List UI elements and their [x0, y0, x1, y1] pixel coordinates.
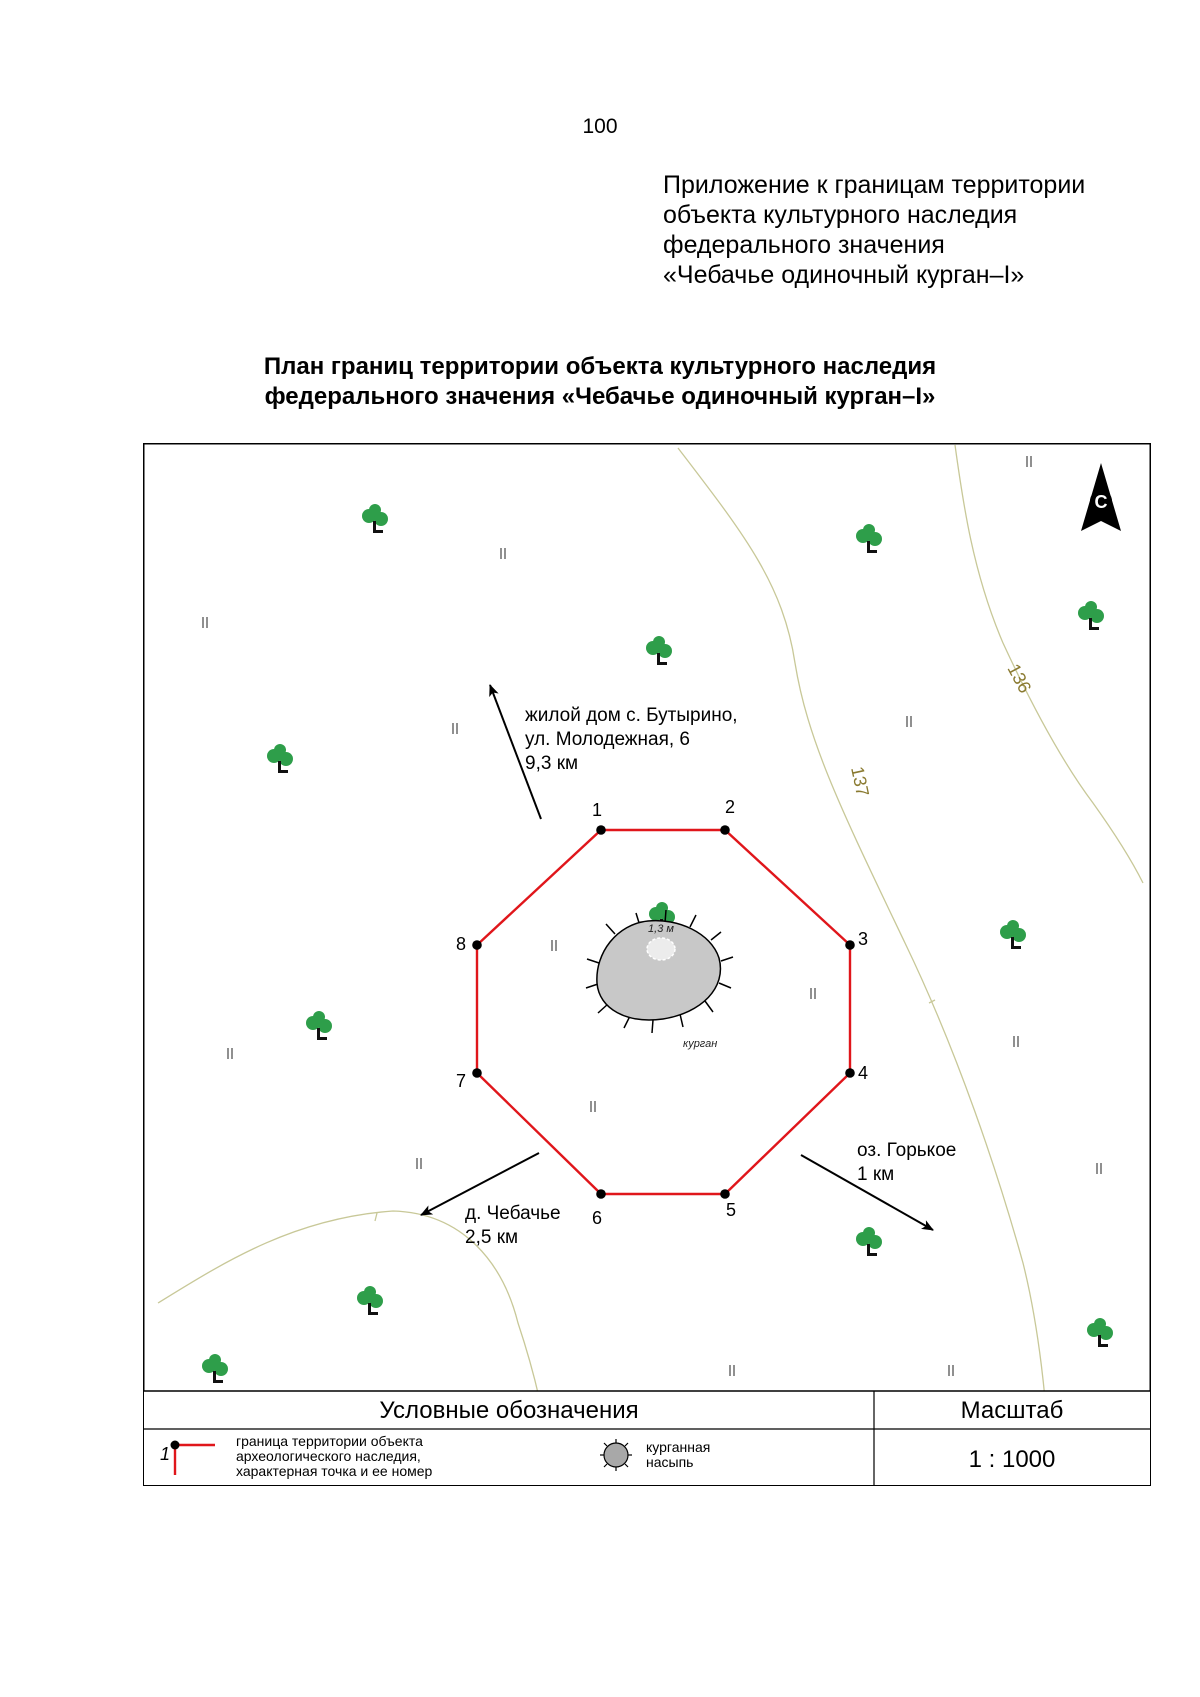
appendix-line: «Чебачье одиночный курган–I» — [663, 261, 1025, 289]
boundary-point — [472, 940, 482, 950]
scale-heading: Масштаб — [960, 1397, 1064, 1424]
legend-boundary-line3: характерная точка и ее номер — [236, 1463, 433, 1479]
legend-mound-symbol — [600, 1439, 632, 1471]
boundary-point-label: 8 — [456, 934, 467, 954]
contour-label-136: 136 — [1003, 660, 1036, 697]
boundary-point — [596, 1189, 606, 1199]
scale-value: 1 : 1000 — [968, 1446, 1056, 1473]
boundary-point-label: 3 — [858, 929, 869, 949]
legend-mound-line2: насыпь — [646, 1454, 694, 1470]
north-arrow-label: С — [1094, 492, 1108, 512]
boundary-plan-map — [143, 443, 1151, 1486]
legend-boundary-line2: археологического наследия, — [236, 1448, 421, 1464]
boundary-point-label: 5 — [726, 1200, 737, 1220]
boundary-point — [845, 1068, 855, 1078]
mound-name-label: курган — [683, 1038, 718, 1050]
boundary-point-label: 2 — [725, 797, 736, 817]
plan-title-line: федерального значения «Чебачье одиночный курган–I» — [264, 383, 936, 410]
boundary-point — [596, 825, 606, 835]
appendix-line: объекта культурного наследия — [663, 201, 1018, 229]
direction-village-line1: д. Чебачье — [465, 1203, 561, 1224]
legend-table — [143, 1391, 1151, 1486]
appendix-line: федерального значения — [663, 231, 945, 259]
page-number: 100 — [582, 115, 618, 138]
direction-lake-line2: 1 км — [857, 1164, 895, 1185]
boundary-point — [720, 825, 730, 835]
direction-lake-line1: оз. Горькое — [857, 1140, 957, 1161]
contour-label-137: 137 — [847, 764, 873, 799]
direction-house-line1: жилой дом с. Бутырино, — [525, 705, 738, 726]
direction-village-line2: 2,5 км — [465, 1227, 519, 1248]
boundary-point — [720, 1189, 730, 1199]
boundary-point — [472, 1068, 482, 1078]
legend-mound-line1: курганная — [646, 1439, 711, 1455]
boundary-point-label: 4 — [858, 1063, 869, 1083]
legend-boundary-point-number: 1 — [160, 1444, 171, 1464]
direction-house-line3: 9,3 км — [525, 753, 579, 774]
legend-heading: Условные обозначения — [379, 1397, 639, 1424]
boundary-point-label: 1 — [592, 800, 603, 820]
boundary-point-label: 6 — [592, 1208, 603, 1228]
legend-boundary-line1: граница территории объекта — [236, 1433, 423, 1449]
plan-title-line: План границ территории объекта культурного наследия — [263, 353, 937, 380]
mound-summit — [647, 938, 675, 960]
appendix-line: Приложение к границам территории — [663, 171, 1086, 199]
mound-height-label: 1,3 м — [648, 923, 674, 935]
boundary-point — [845, 940, 855, 950]
plan-title — [0, 352, 1200, 412]
direction-house-line2: ул. Молодежная, 6 — [525, 729, 690, 750]
appendix-caption — [663, 170, 1085, 290]
boundary-point-label: 7 — [456, 1071, 467, 1091]
